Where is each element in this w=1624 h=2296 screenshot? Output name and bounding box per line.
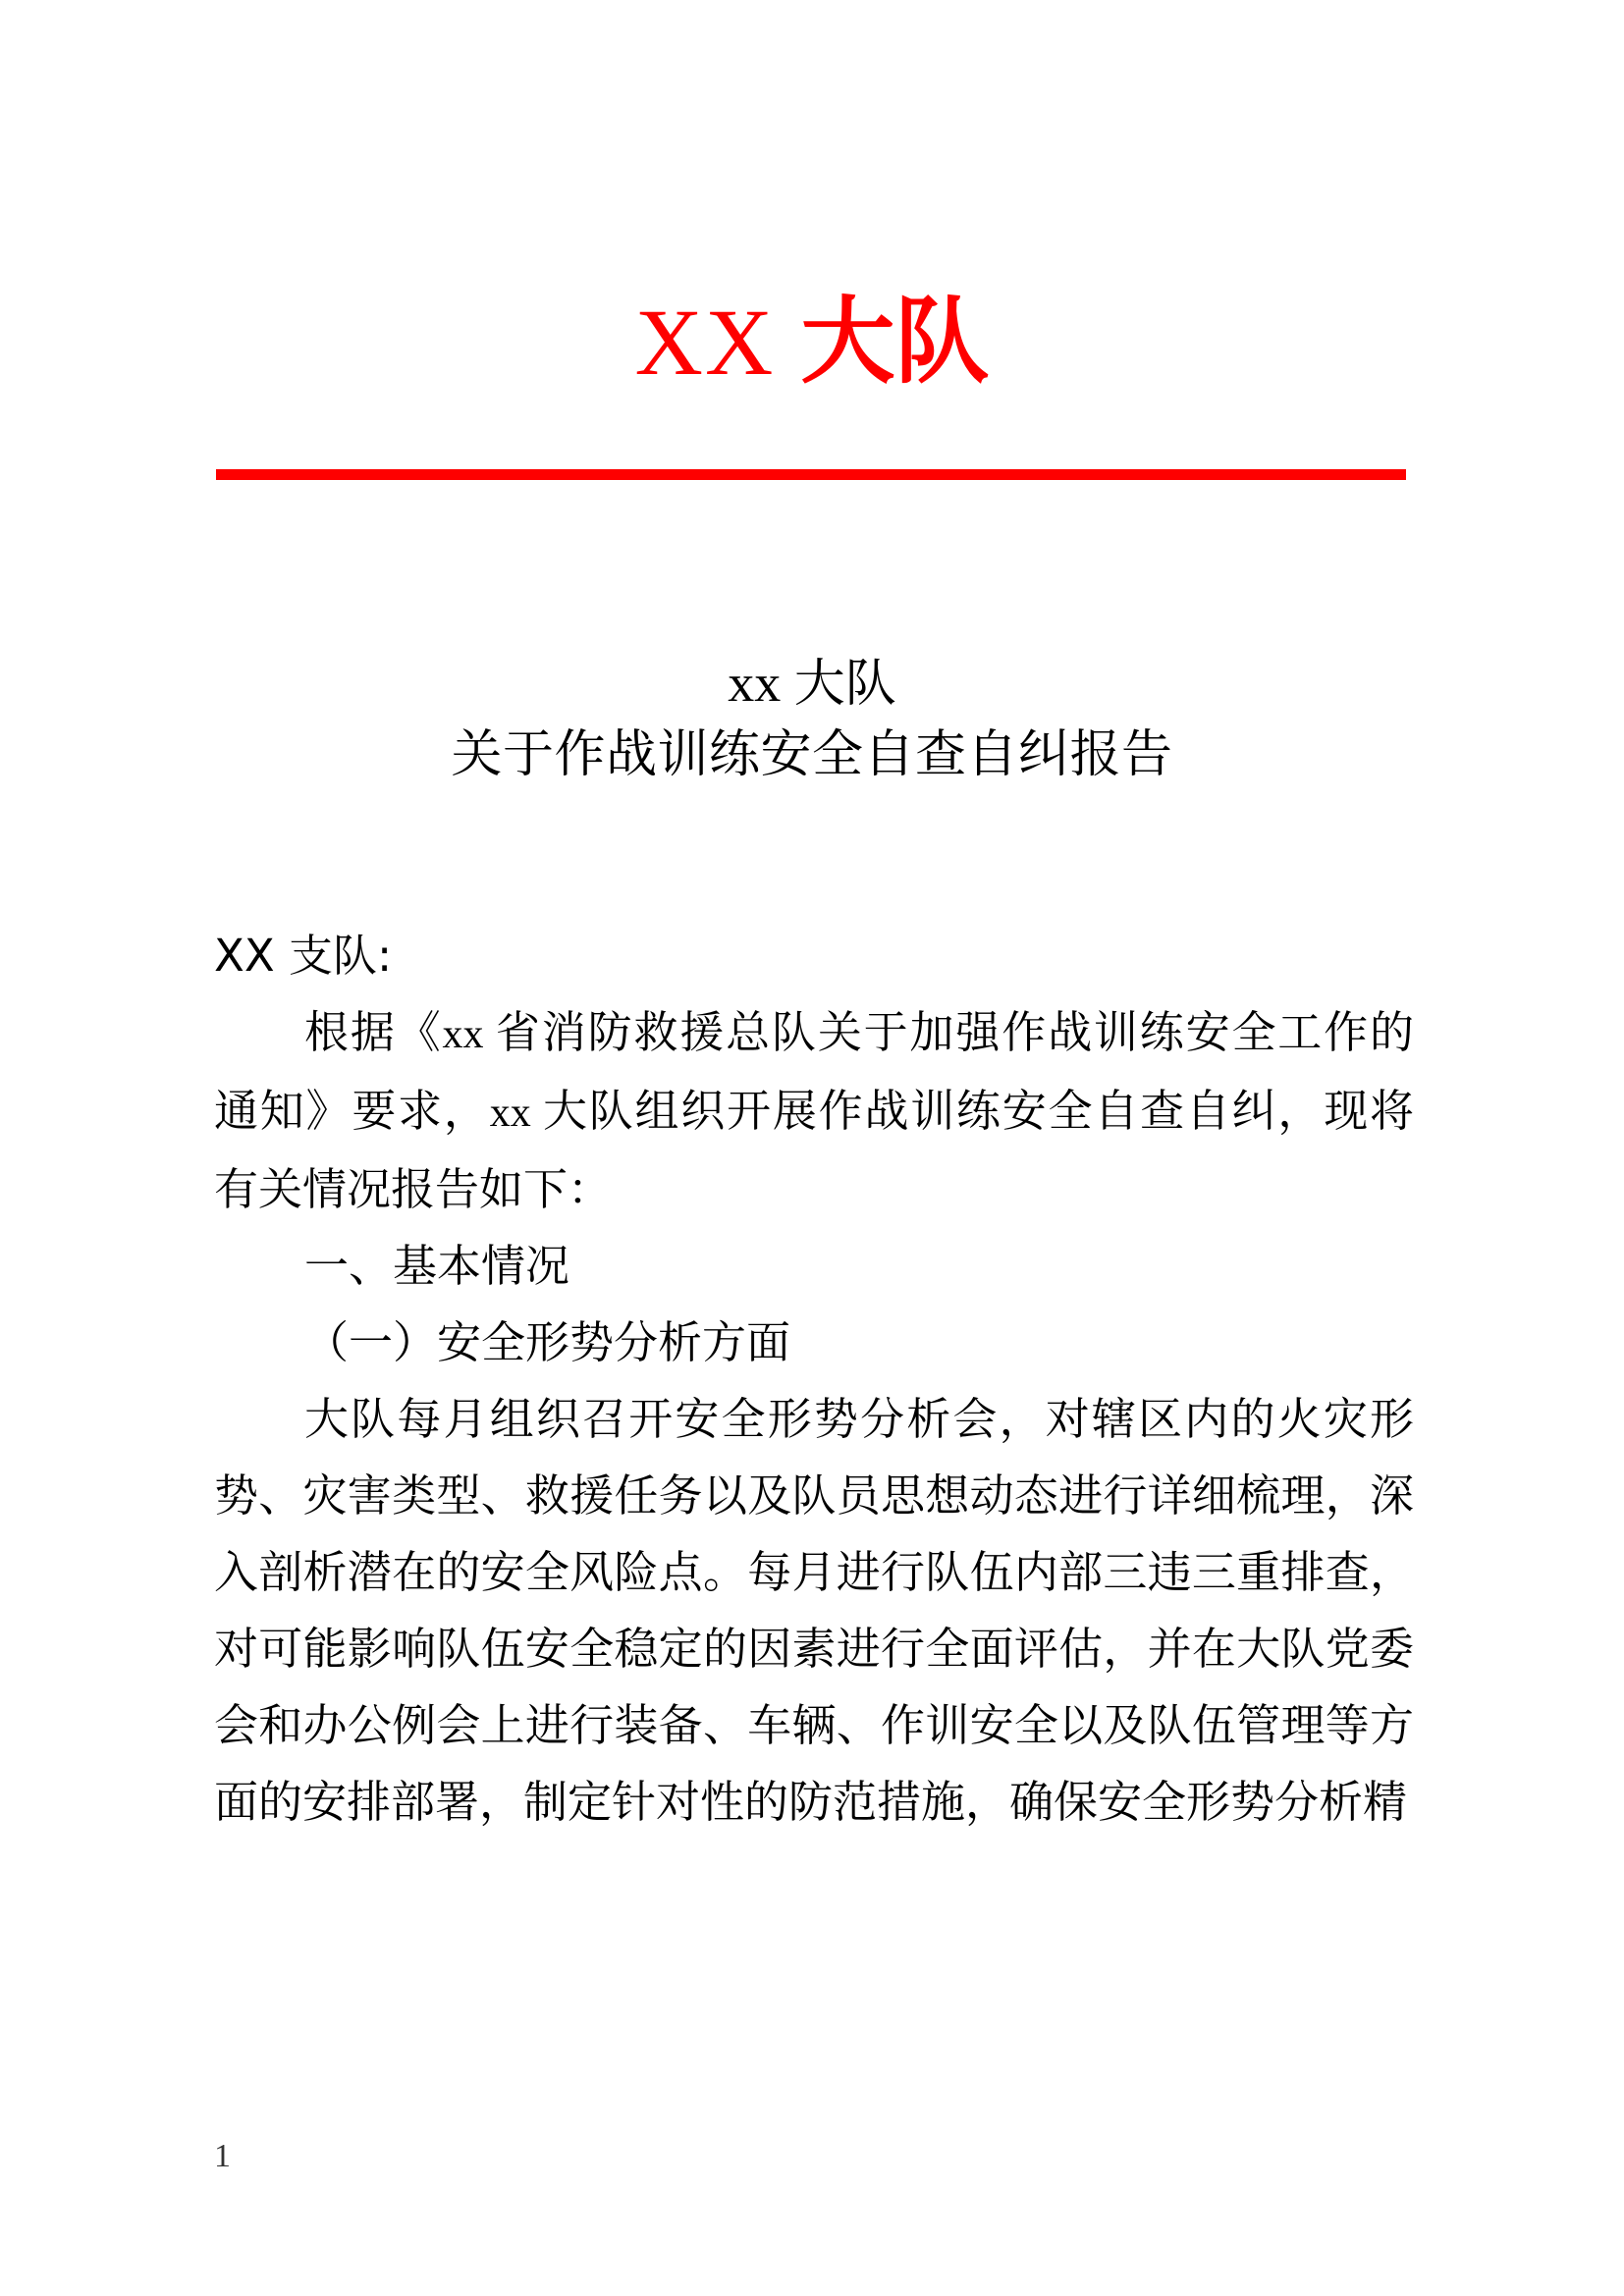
title-cjk-unit: 大队 <box>793 655 896 714</box>
letterhead-latin-prefix: XX <box>634 290 801 395</box>
subsection-heading: （一）安全形势分析方面 <box>304 1316 791 1368</box>
letterhead-title <box>634 287 990 397</box>
intro-seg-5: 大队组织开展作战训练安全自查自纠，现将有关情况报告如下： <box>214 1085 1414 1215</box>
letterhead <box>0 287 1624 397</box>
intro-paragraph <box>214 994 1414 1228</box>
salutation: XX 支队: <box>214 930 393 982</box>
document-title-line-1 <box>0 648 1624 720</box>
document-title-block <box>0 648 1624 792</box>
section-heading: 一、基本情况 <box>304 1240 570 1292</box>
title-latin-prefix: xx <box>728 654 794 713</box>
document-body <box>214 918 1414 1841</box>
letterhead-red-rule <box>216 469 1406 480</box>
letterhead-cjk-name: 大队 <box>800 287 990 397</box>
page-number: 1 <box>214 2138 231 2174</box>
document-title-line-2: 关于作战训练安全自查自纠报告 <box>451 724 1173 784</box>
intro-seg-4: xx <box>489 1091 543 1136</box>
intro-seg-3: 省消防救援总队关于加强作战训练安全工作的通知》要求， <box>214 1006 1414 1137</box>
intro-seg-2: xx <box>442 1012 496 1057</box>
intro-seg-1: 根据《 <box>304 1006 443 1058</box>
section-body-paragraph: 大队每月组织召开安全形势分析会，对辖区内的火灾形势、灾害类型、救援任务以及队员思想动态进行详细梳理，深入剖析潜在的安全风险点。每月进行队伍内部三违三重排查，对可能影响队伍安全稳定的因素进行全面评估，并在大队党委会和办公例会上进行装备、车辆、作训安全以及队伍管理等方面的安排部署，制定针对性的防范措施，确保安全形势分析精 <box>214 1393 1414 1828</box>
